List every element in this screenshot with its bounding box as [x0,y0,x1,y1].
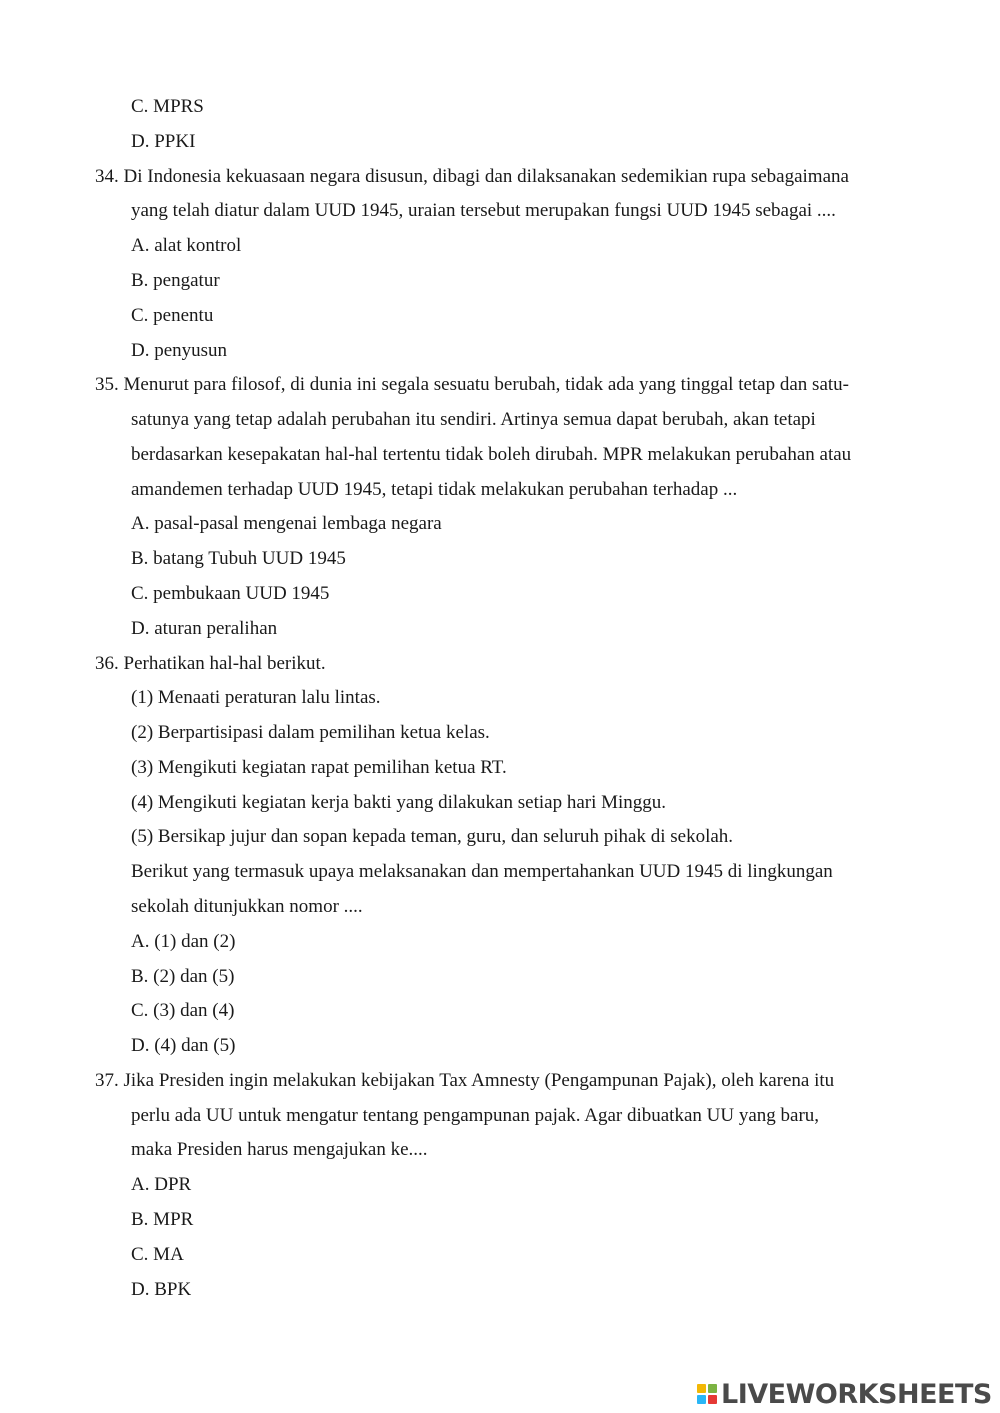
line-text: A. alat kontrol [131,235,242,257]
question-text: 37. Jika Presiden ingin melakukan kebijakan Tax Amnesty (Pengampunan Pajak), oleh karena itu [95,1069,835,1091]
line-text: amandemen terhadap UUD 1945, tetapi tidak melakukan perubahan terhadap ... [131,478,738,500]
logo-square-green [708,1384,717,1393]
question-text: 36. Perhatikan hal-hal berikut. [95,652,326,674]
line-text: perlu ada UU untuk mengatur tentang pengampunan pajak. Agar dibuatkan UU yang baru, [131,1104,820,1126]
question-text: 34. Di Indonesia kekuasaan negara disusun, dibagi dan dilaksanakan sedemikian rupa sebagaimana [95,165,849,187]
liveworksheets-logo [697,1376,992,1412]
logo-text: LIVEWORKSHEETS [721,1378,992,1410]
question-text: 35. Menurut para filosof, di dunia ini segala sesuatu berubah, tidak ada yang tinggal tetap dan satu- [95,374,849,396]
line-text: B. batang Tubuh UUD 1945 [131,548,346,570]
line-text: satunya yang tetap adalah perubahan itu sendiri. Artinya semua dapat berubah, akan tetapi [131,409,816,430]
line-text: A. DPR [131,1174,192,1196]
line-text: maka Presiden harus mengajukan ke.... [131,1139,428,1161]
line-text: C. (3) dan (4) [131,1000,235,1022]
line-text: (4) Mengikuti kegiatan kerja bakti yang dilakukan setiap hari Minggu. [131,791,667,813]
line-text: D. (4) dan (5) [131,1035,236,1057]
line-text: sekolah ditunjukkan nomor .... [131,895,363,917]
line-text: (3) Mengikuti kegiatan rapat pemilihan ketua RT. [131,756,507,778]
line-text: berdasarkan kesepakatan hal-hal tertentu tidak boleh dirubah. MPR melakukan perubahan atau [131,443,852,465]
line-text: Berikut yang termasuk upaya melaksanakan dan mempertahankan UUD 1945 di lingkungan [131,861,833,883]
line-text: (2) Berpartisipasi dalam pemilihan ketua kelas. [131,722,490,743]
line-text: B. pengatur [131,269,220,291]
line-text: B. (2) dan (5) [131,965,235,987]
line-text: D. BPK [131,1278,192,1300]
logo-square-yellow [697,1384,706,1393]
line-text: B. MPR [131,1209,194,1230]
line-text: A. pasal-pasal mengenai lembaga negara [131,513,442,535]
line-text: D. penyusun [131,339,228,361]
line-text: A. (1) dan (2) [131,930,236,952]
line-text: C. penentu [131,304,214,326]
logo-square-red [708,1395,717,1404]
line-text: (1) Menaati peraturan lalu lintas. [131,687,381,709]
logo-grid-icon [697,1384,717,1404]
line-text: D. PPKI [131,130,196,152]
logo-square-blue [697,1395,706,1404]
line-text: C. MPRS [131,96,204,117]
line-text: C. MA [131,1243,184,1265]
line-text: D. aturan peralihan [131,617,278,639]
line-text: yang telah diatur dalam UUD 1945, uraian tersebut merupakan fungsi UUD 1945 sebagai .... [131,200,836,222]
line-text: C. pembukaan UUD 1945 [131,582,330,604]
line-text: (5) Bersikap jujur dan sopan kepada teman, guru, dan seluruh pihak di sekolah. [131,826,734,848]
